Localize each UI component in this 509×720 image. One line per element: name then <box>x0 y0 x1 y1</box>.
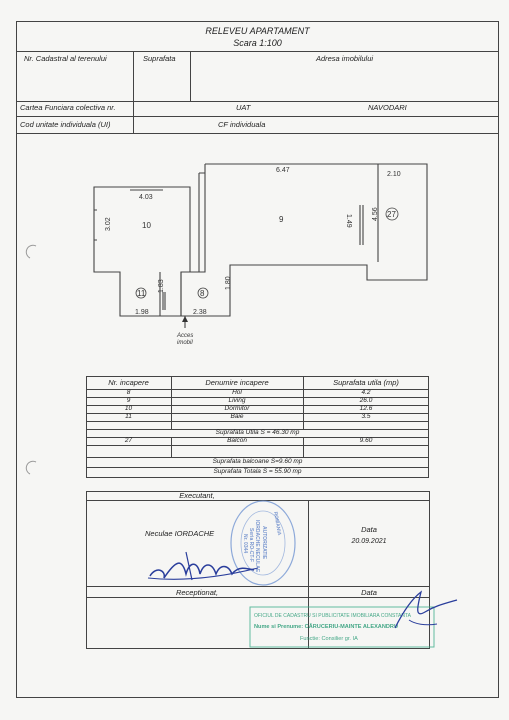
executant-signature <box>146 540 266 590</box>
row-name: Baie <box>230 413 244 420</box>
row-nr: 9 <box>126 397 131 404</box>
row-area: 4.2 <box>361 389 371 396</box>
col-header-area: Suprafata utila (mp) <box>333 378 399 387</box>
row-nr: 11 <box>125 413 132 420</box>
carte-funciara-label: Cartea Funciara colectiva nr. <box>20 103 116 112</box>
date-value: 20.09.2021 <box>351 538 387 545</box>
executant-name: Neculae IORDACHE <box>145 529 215 538</box>
uat-label: UAT <box>236 103 251 112</box>
stamp-round-line: AUTORIZATIE <box>261 526 267 560</box>
dim-2-10: 2.10 <box>387 171 401 178</box>
stamp-rect-line: Functie: Consilier gr. IA <box>300 636 358 642</box>
executant-label: Executant, <box>179 491 215 500</box>
room-label-10: 10 <box>142 221 151 230</box>
address-label: Adresa imobilului <box>315 54 374 63</box>
receptionat-label: Receptionat, <box>175 588 219 597</box>
grand-total: Suprafata Totala S = 55.90 mp <box>213 468 302 475</box>
row-area: 12.6 <box>359 405 373 412</box>
receiver-signature <box>385 588 465 638</box>
dim-1-98: 1.98 <box>135 309 149 316</box>
date-label-2: Data <box>361 588 377 597</box>
dim-2-38: 2.38 <box>193 309 207 316</box>
row-name: Hol <box>232 389 242 396</box>
row-nr: 8 <box>126 389 131 396</box>
signature-line <box>86 597 430 598</box>
rooms-table-line <box>86 421 429 422</box>
dim-6-47: 6.47 <box>276 167 290 174</box>
row-name: Dormitor <box>224 405 250 412</box>
dim-1-49: 1.49 <box>345 214 352 228</box>
cadastral-label: Nr. Cadastral al terenului <box>24 54 107 63</box>
dim-1-80: 1.80 <box>225 276 232 290</box>
access-arrowhead <box>182 316 188 322</box>
row-nr: 10 <box>124 405 133 412</box>
row-area: 26.0 <box>359 397 373 404</box>
cf-label: CF individuala <box>218 120 266 129</box>
room-label-9: 9 <box>279 215 284 224</box>
access-sublabel: imobil <box>177 340 193 346</box>
uat-value: NAVODARI <box>368 103 407 112</box>
stamp-round-line: ROMANIA <box>272 511 283 536</box>
row-name: Balcon <box>227 437 247 444</box>
useful-total: Suprafata Utila S = 46.30 mp <box>215 429 300 436</box>
access-label: Acces <box>177 333 194 339</box>
room-label-8: 8 <box>200 289 205 298</box>
col-header-name: Denumire incapere <box>205 378 269 387</box>
rooms-table-line <box>86 445 429 446</box>
stamp-rect-line: Nume si Prenume: CÂRUCERIU-MAINTE ALEXANDRU <box>254 624 398 630</box>
row-area: 3.5 <box>361 413 371 420</box>
dim-4-03: 4.03 <box>139 194 153 201</box>
plan-window <box>130 187 163 190</box>
document-scale: Scara 1:100 <box>233 38 282 48</box>
room-label-27: 27 <box>387 210 396 219</box>
dim-4-56: 4.56 <box>372 207 379 221</box>
date-label: Data <box>361 525 377 534</box>
plan-bath-door <box>163 292 165 310</box>
room-label-11: 11 <box>137 289 146 298</box>
row-area: 9.60 <box>359 437 373 444</box>
row-name: Living <box>228 397 246 404</box>
plan-inner-wall <box>190 164 205 272</box>
stamp-rect-line: OFICIUL DE CADASTRU SI PUBLICITATE IMOBILIARA CONSTANTA <box>254 613 411 619</box>
stamp-round-line: IORDACHE NECULAE <box>254 520 260 573</box>
document-title: RELEVEU APARTAMENT <box>205 26 310 36</box>
plan-inner-wall-2 <box>199 173 205 272</box>
stamp-round-line: Nr. 0344 <box>242 534 248 554</box>
row-nr: 27 <box>124 437 133 444</box>
cod-label: Cod unitate individuala (UI) <box>20 120 111 129</box>
dim-3-02: 3.02 <box>105 217 112 231</box>
balcony-total: Suprafata balcoane S=9.60 mp <box>212 458 303 465</box>
dim-1-83: 1.83 <box>158 279 165 293</box>
col-header-nr: Nr. incapere <box>108 378 149 387</box>
stamp-round-line: Seria RO-CT-F <box>248 528 254 562</box>
surface-label: Suprafata <box>143 54 176 63</box>
plan-door <box>360 205 363 245</box>
